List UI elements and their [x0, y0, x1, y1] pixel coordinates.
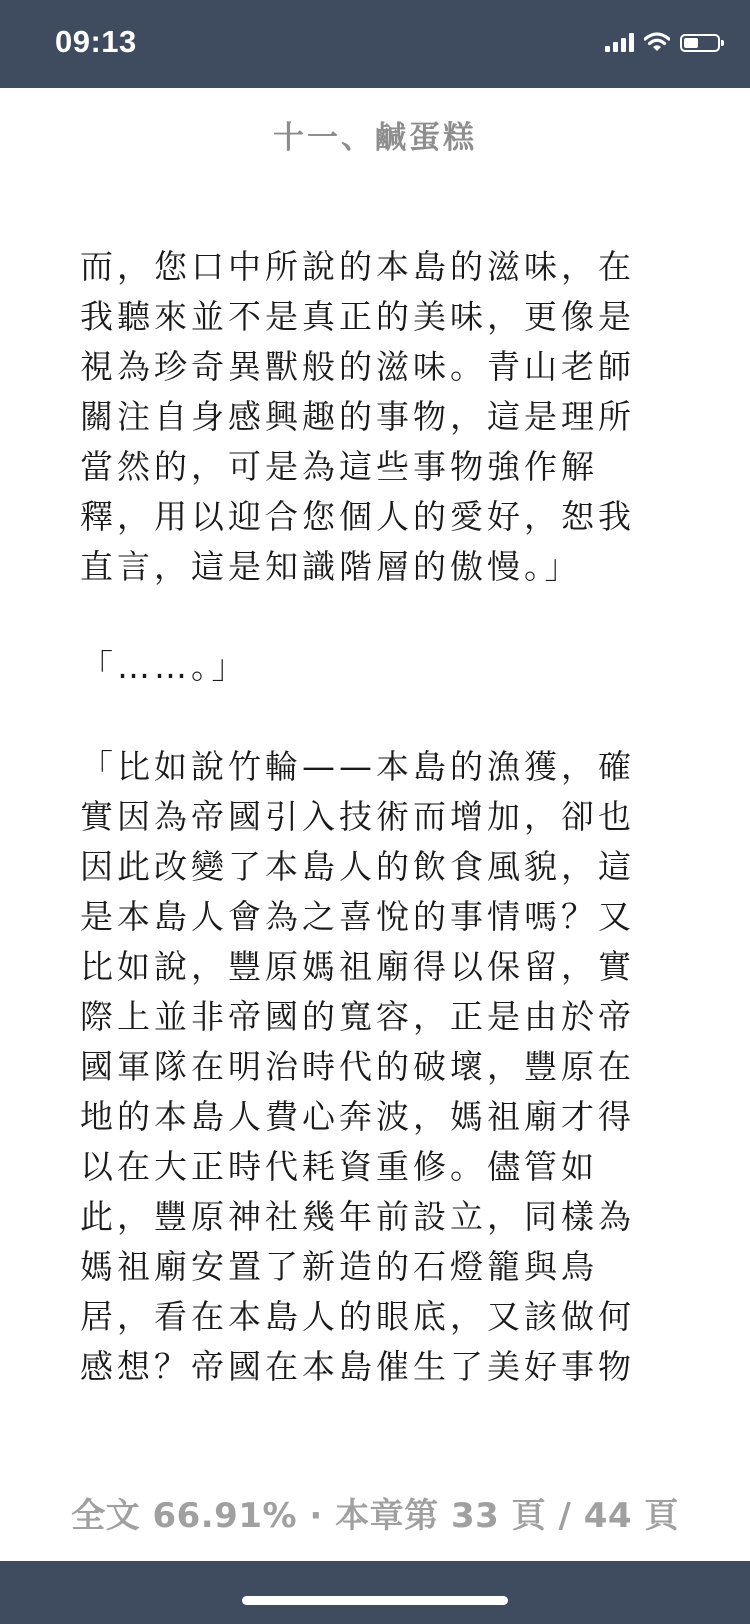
home-indicator[interactable]: [242, 1596, 508, 1605]
paragraph-spacer: [80, 692, 640, 742]
text-line: 關注自身感興趣的事物，這是理所: [80, 397, 635, 436]
status-bar: [0, 0, 750, 88]
text-line: 地的本島人費心奔波，媽祖廟才得: [80, 1097, 635, 1136]
text-line: 「比如說竹輪——本島的漁獲，確: [80, 747, 635, 786]
paragraph-spacer: [80, 592, 640, 642]
text-line: 釋，用以迎合您個人的愛好，恕我: [80, 497, 635, 536]
text-line: 感想？帝國在本島催生了美好事物: [80, 1347, 635, 1386]
chapter-title: 十一、鹹蛋糕: [273, 120, 477, 156]
text-line: 媽祖廟安置了新造的石燈籠與鳥: [80, 1247, 598, 1286]
battery-icon: [680, 34, 720, 52]
home-bar: [0, 1561, 750, 1624]
text-line: 是本島人會為之喜悅的事情嗎？又: [80, 897, 635, 936]
status-time: 09:13: [55, 24, 137, 59]
battery-level: [684, 38, 698, 48]
text-line: 「……。」: [80, 647, 249, 686]
text-line: 視為珍奇異獸般的滋味。青山老師: [80, 347, 635, 386]
text-line: 當然的，可是為這些事物強作解: [80, 447, 598, 486]
reading-content[interactable]: [80, 242, 640, 1392]
text-line: 此，豐原神社幾年前設立，同樣為: [80, 1197, 635, 1236]
text-line: 比如說，豐原媽祖廟得以保留，實: [80, 947, 635, 986]
text-line: 國軍隊在明治時代的破壞，豐原在: [80, 1047, 635, 1086]
text-line: 因此改變了本島人的飲食風貌，這: [80, 847, 635, 886]
wifi-icon: [644, 32, 670, 52]
reading-progress: 全文 66.91% · 本章第 33 頁 / 44 頁: [71, 1496, 679, 1536]
text-line: 際上並非帝國的寬容，正是由於帝: [80, 997, 635, 1036]
cellular-signal-icon: [605, 32, 634, 52]
text-line: 居，看在本島人的眼底，又該做何: [80, 1297, 635, 1336]
text-line: 以在大正時代耗資重修。儘管如: [80, 1147, 598, 1186]
text-line: 我聽來並不是真正的美味，更像是: [80, 297, 635, 336]
status-icons: [605, 32, 720, 52]
text-line: 實因為帝國引入技術而增加，卻也: [80, 797, 635, 836]
text-line: 直言，這是知識階層的傲慢。」: [80, 547, 582, 586]
text-line: 而，您口中所說的本島的滋味，在: [80, 247, 635, 286]
battery-tip: [721, 40, 724, 46]
